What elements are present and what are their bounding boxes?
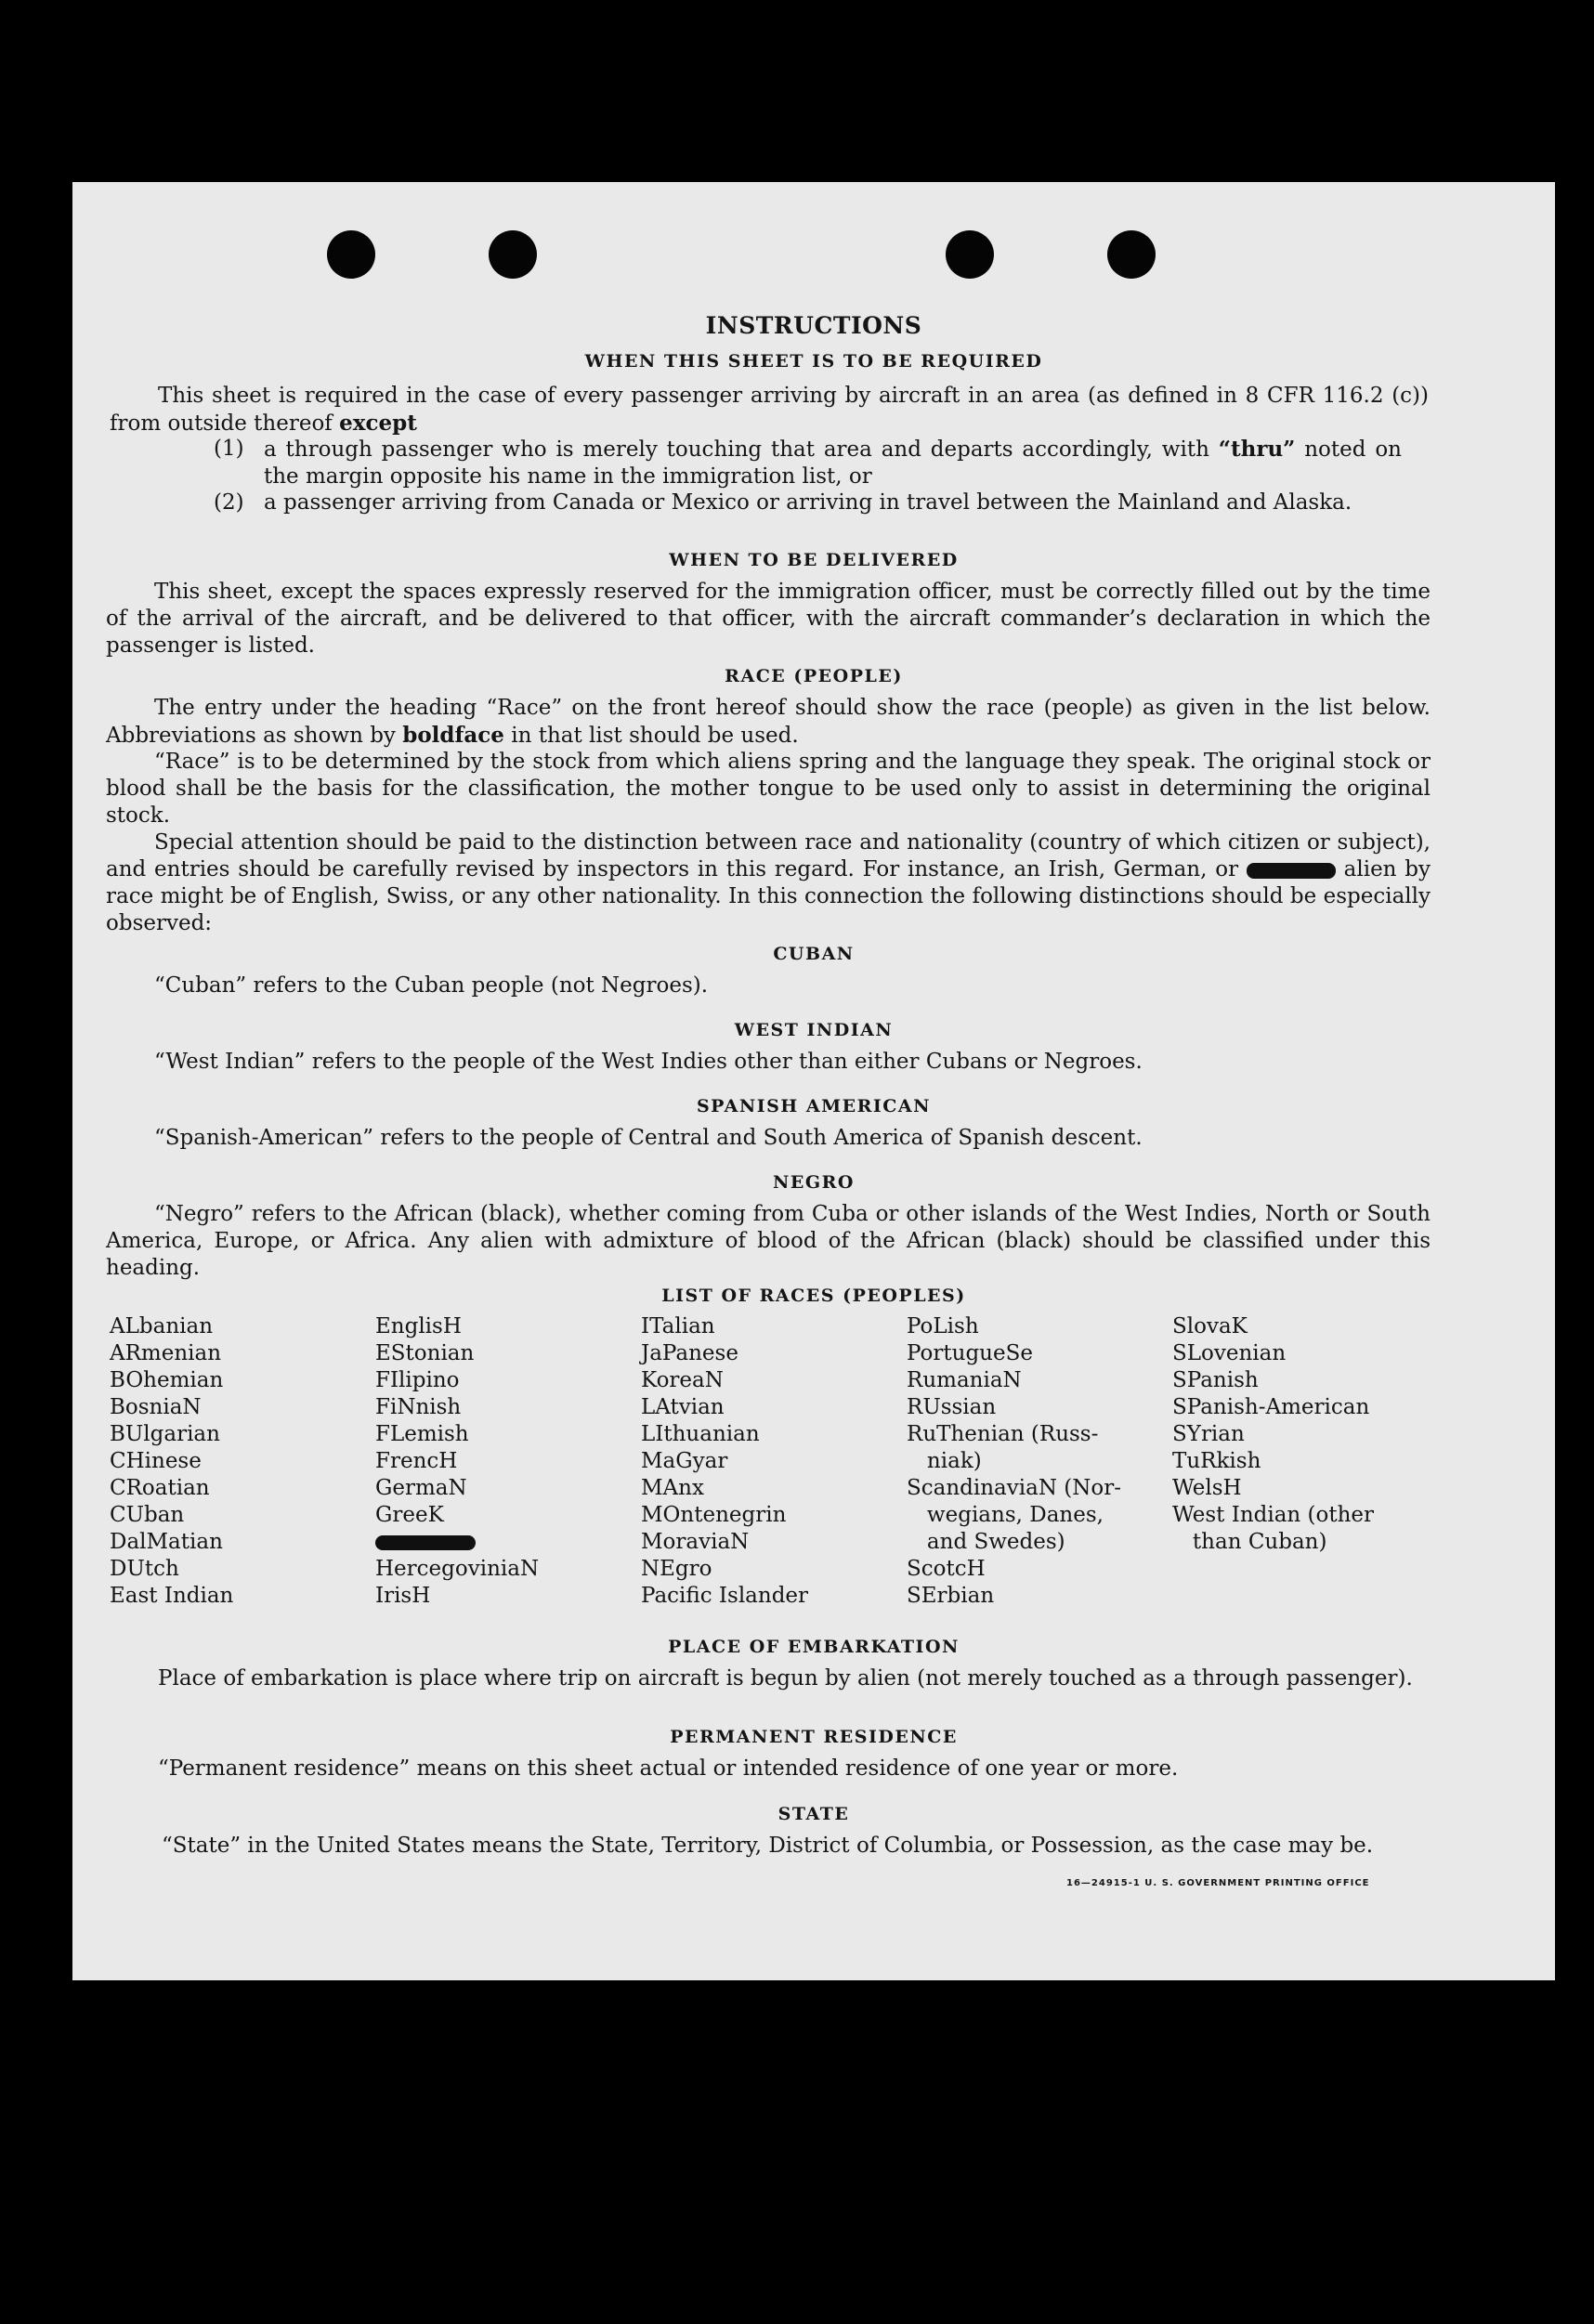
- race-item: SLovenian: [1172, 1341, 1287, 1365]
- race-item: HercegoviniaN: [375, 1557, 540, 1581]
- required-intro: This sheet is required in the case of every passenger arriving by aircraft in an area (as defined in 8 CFR 116.2 (c)) from outside thereof except: [110, 384, 1429, 436]
- race-item: LAtvian: [641, 1395, 725, 1419]
- race-item: CHinese: [110, 1449, 202, 1473]
- delivered-text: This sheet, except the spaces expressly reserved for the immigration officer, must be correctly filled out by the time of the arrival of the aircraft, and be delivered to that officer, with the aircraft commander’s declaration in which the passenger is listed.: [106, 580, 1431, 658]
- race-item: LIthuanian: [641, 1422, 760, 1446]
- heading-list-of-races: LIST OF RACES (PEOPLES): [661, 1286, 966, 1306]
- race-item: [375, 1529, 539, 1556]
- race-item: CRoatian: [110, 1476, 210, 1500]
- race-item: MoraviaN: [641, 1530, 750, 1554]
- race-item: CUban: [110, 1503, 185, 1527]
- race-column-4: [907, 1313, 1121, 1610]
- spanish-american-text: “Spanish-American” refers to the people of Central and South America of Spanish descent.: [154, 1126, 1143, 1150]
- race-item: SlovaK: [1172, 1314, 1248, 1338]
- heading-required: WHEN THIS SHEET IS TO BE REQUIRED: [584, 351, 1043, 372]
- race-item: BOhemian: [110, 1368, 224, 1392]
- state-text: “State” in the United States means the State, Territory, District of Columbia, or Possession, as the case may be.: [162, 1834, 1374, 1858]
- race-item: BUlgarian: [110, 1422, 220, 1446]
- race-item: RUssian: [907, 1395, 997, 1419]
- race-item: RuThenian (Russ-: [907, 1422, 1099, 1446]
- redaction-mark: [1247, 863, 1336, 879]
- race-item: MOntenegrin: [641, 1503, 787, 1527]
- race-item: EStonian: [375, 1341, 475, 1365]
- embarkation-text: Place of embarkation is place where trip on aircraft is begun by alien (not merely touched as a through passenger).: [158, 1666, 1413, 1691]
- race-column-1: [110, 1313, 233, 1610]
- race-paragraph-1: The entry under the heading “Race” on the front hereof should show the race (people) as given in the list below. Abbreviations as shown by boldface in that list should be used.: [106, 696, 1431, 748]
- heading-residence: PERMANENT RESIDENCE: [670, 1727, 958, 1747]
- race-item: FLemish: [375, 1422, 469, 1446]
- race-column-3: [641, 1313, 808, 1610]
- race-item: FIlipino: [375, 1368, 460, 1392]
- race-item: RumaniaN: [907, 1368, 1022, 1392]
- race-item: DalMatian: [110, 1530, 223, 1554]
- race-item: WelsH: [1172, 1476, 1242, 1500]
- heading-cuban: CUBAN: [773, 944, 855, 964]
- residence-text: “Permanent residence” means on this sheet actual or intended residence of one year or more.: [158, 1756, 1179, 1781]
- page-title: INSTRUCTIONS: [705, 312, 922, 339]
- race-item: TuRkish: [1172, 1449, 1261, 1473]
- race-column-2: [375, 1313, 539, 1610]
- print-code: 16—24915-1 U. S. GOVERNMENT PRINTING OFFICE: [1066, 1878, 1370, 1888]
- race-item: SErbian: [907, 1584, 995, 1608]
- race-item: PoLish: [907, 1314, 979, 1338]
- heading-delivered: WHEN TO BE DELIVERED: [669, 550, 959, 570]
- race-item: ITalian: [641, 1314, 715, 1338]
- race-list: [110, 1313, 1466, 1608]
- race-item: GreeK: [375, 1503, 444, 1527]
- race-item: IrisH: [375, 1584, 431, 1608]
- heading-negro: NEGRO: [773, 1172, 855, 1193]
- race-item: ScotcH: [907, 1557, 986, 1581]
- punch-hole-2: [489, 230, 537, 279]
- race-item: MaGyar: [641, 1449, 728, 1473]
- cuban-text: “Cuban” refers to the Cuban people (not Negroes).: [154, 973, 709, 998]
- race-item: ALbanian: [110, 1314, 214, 1338]
- race-item: DUtch: [110, 1557, 179, 1581]
- west-indian-text: “West Indian” refers to the people of the West Indies other than either Cubans or Negroes.: [154, 1050, 1143, 1074]
- heading-state: STATE: [777, 1804, 850, 1824]
- race-item: Pacific Islander: [641, 1584, 809, 1608]
- race-paragraph-3: Special attention should be paid to the distinction between race and nationality (country of which citizen or subject), and entries should be carefully revised by inspectors in this regard. For instance, an Irish, German, or alien by race might be of English, Swiss, or any other nationality. In this connection the following distinctions should be especially observed:: [106, 830, 1431, 935]
- race-item: NEgro: [641, 1557, 712, 1581]
- race-item: ARmenian: [110, 1341, 222, 1365]
- instruction-sheet: INSTRUCTIONS WHEN THIS SHEET IS TO BE REQUIRED This sheet is required in the case of every passenger arriving by aircraft in an area (as defined in 8 CFR 116.2 (c)) from outside thereof except (1) a through passenger who is merely touching that area and departs accordingly, with “thru” noted on the margin opposite his name in the immigration list, or (2) a passenger arriving from Canada or Mexico or arriving in travel between the Mainland and Alaska. WHEN TO BE DELIVERED This sheet, except the spaces expressly reserved for the immigration officer, must be correctly filled out by the time of the arrival of the aircraft, and be delivered to that officer, with the aircraft commander’s declaration in which the passenger is listed. RACE (PEOPLE) The entry under the heading “Race” on the front hereof should show the race (people) as given in the list below. Abbreviations as shown by boldface in that list should be used. “Race” is to be determined by the stock from which aliens spring and the language they speak. The original stock or blood shall be the basis for the classification, the mother tongue to be used only to assist in determining the original stock. Special attention should be paid to the distinction between race and nationality (country of which citizen or subject), and entries should be carefully revised by inspectors in this regard. For instance, an Irish, German, or alien by race might be of English, Swiss, or any other nationality. In this connection the following distinctions should be especially observed: CUBAN “Cuban” refers to the Cuban people (not Negroes). WEST INDIAN “West Indian” refers to the people of the West Indies other than either Cubans or Negroes. SPANISH AMERICAN “Spanish-American” refers to the people of Central and South America of Spanish descent. NEGRO “Negro” refers to the African (black), whether coming from Cuba or other islands of the West Indies, North or South America, Europe, or Africa. Any alien with admixture of blood of the African (black) should be classified under this heading. LIST OF RACES (PEOPLES) ALbanian ARmenian BOhemian BosniaN BUlgarian CHinese CRoatian CUban DalMatian DUtch East Indian EnglisH EStonian FIlipino FiNnish FLemish FrencH GermaN GreeK HercegoviniaN IrisH ITalian JaPanese KoreaN LAtvian LIthuanian MaGyar MAnx MOntenegrin MoraviaN NEgro Pacific Islander PoLish PortugueSe RumaniaN RUssian RuThenian (Russ- niak) ScandinaviaN (Nor- wegians, Danes, and Swedes) ScotcH SErbian SlovaK SLovenian SPanish SPanish-American SYrian TuRkish WelsH West Indian (other than Cuban) PLACE OF EMBARKATION Place of embarkation is place where trip on aircraft is begun by alien (not merely touched as a through passenger). PERMANENT RESIDENCE “Permanent residence” means on this sheet actual or intended residence of one year or more. STATE “State” in the United States means the State, Territory, District of Columbia, or Possession, as the case may be. 16—24915-1 U. S. GOVERNMENT PRINTING OFFICE: [72, 182, 1555, 1980]
- heading-embarkation: PLACE OF EMBARKATION: [668, 1637, 960, 1657]
- race-item: FiNnish: [375, 1395, 462, 1419]
- punch-hole-3: [946, 230, 994, 279]
- race-item: BosniaN: [110, 1395, 202, 1419]
- race-item: MAnx: [641, 1476, 704, 1500]
- negro-text: “Negro” refers to the African (black), whether coming from Cuba or other islands of the West Indies, North or South America, Europe, or Africa. Any alien with admixture of blood of the African (black) should be classified under this heading.: [106, 1202, 1431, 1280]
- race-item: SPanish-American: [1172, 1395, 1370, 1419]
- race-item: ScandinaviaN (Nor-: [907, 1476, 1121, 1500]
- race-item: niak): [907, 1449, 982, 1473]
- race-item: JaPanese: [641, 1341, 738, 1365]
- race-item: SPanish: [1172, 1368, 1259, 1392]
- race-item: GermaN: [375, 1476, 467, 1500]
- race-column-5: [1172, 1313, 1374, 1556]
- heading-race: RACE (PEOPLE): [725, 666, 903, 686]
- race-item: KoreaN: [641, 1368, 724, 1392]
- heading-west-indian: WEST INDIAN: [734, 1020, 894, 1040]
- race-item: wegians, Danes,: [907, 1503, 1104, 1527]
- race-item: East Indian: [110, 1584, 234, 1608]
- race-item: than Cuban): [1172, 1530, 1327, 1554]
- race-item: SYrian: [1172, 1422, 1245, 1446]
- race-item: PortugueSe: [907, 1341, 1033, 1365]
- race-item: and Swedes): [907, 1530, 1065, 1554]
- race-item: West Indian (other: [1172, 1503, 1375, 1527]
- race-item: FrencH: [375, 1449, 458, 1473]
- punch-hole-4: [1107, 230, 1156, 279]
- race-paragraph-2: “Race” is to be determined by the stock from which aliens spring and the language they speak. The original stock or blood shall be the basis for the classification, the mother tongue to be used only to assist in determining the original stock.: [106, 750, 1431, 828]
- race-item: EnglisH: [375, 1314, 462, 1338]
- heading-spanish-american: SPANISH AMERICAN: [696, 1096, 932, 1116]
- redaction-mark: [375, 1535, 476, 1550]
- punch-hole-1: [327, 230, 375, 279]
